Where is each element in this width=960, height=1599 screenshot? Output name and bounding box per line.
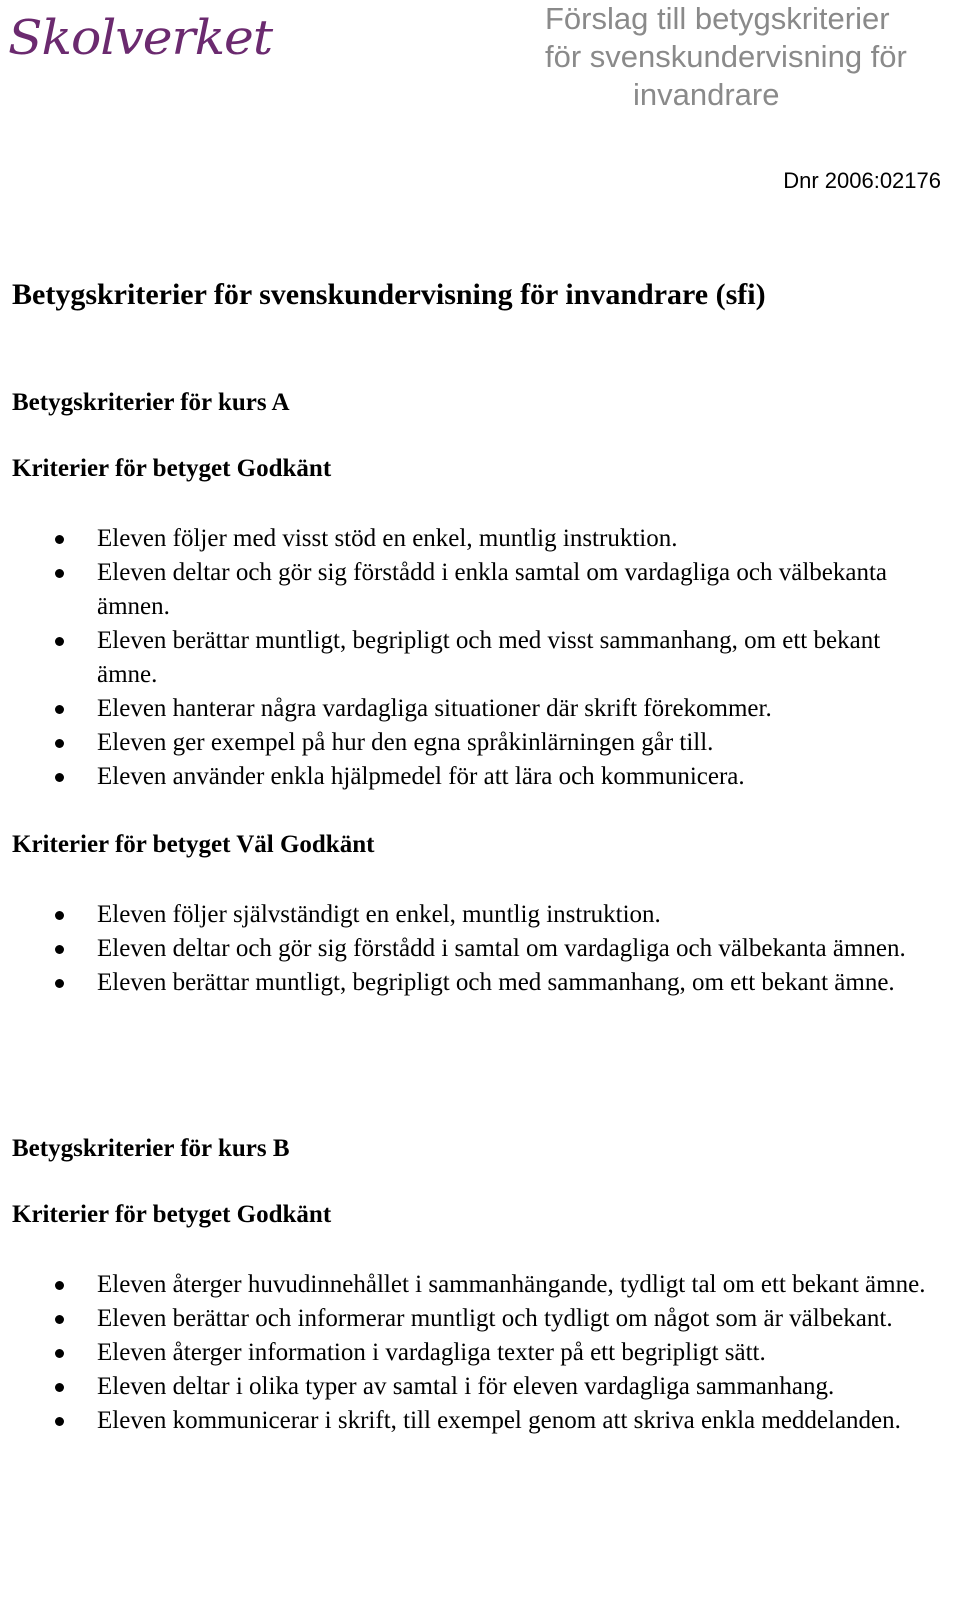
list-item: Eleven följer med visst stöd en enkel, muntlig instruktion. <box>0 522 945 556</box>
list-item: Eleven hanterar några vardagliga situationer där skrift förekommer. <box>0 692 945 726</box>
list-item: Eleven berättar muntligt, begripligt och med visst sammanhang, om ett bekant ämne. <box>0 624 945 692</box>
list-item: Eleven ger exempel på hur den egna språkinlärningen går till. <box>0 726 945 760</box>
main-heading: Betygskriterier för svenskundervisning för invandrare (sfi) <box>12 278 766 311</box>
course-a-heading: Betygskriterier för kurs A <box>12 389 290 416</box>
list-item: Eleven följer självständigt en enkel, muntlig instruktion. <box>0 898 945 932</box>
list-item: Eleven berättar muntligt, begripligt och med sammanhang, om ett bekant ämne. <box>0 966 945 1000</box>
skolverket-logo: Skolverket <box>8 10 273 66</box>
list-item: Eleven deltar och gör sig förstådd i samtal om vardagliga och välbekanta ämnen. <box>0 932 945 966</box>
list-item: Eleven återger huvudinnehållet i sammanhängande, tydligt tal om ett bekant ämne. <box>0 1268 945 1302</box>
document-title <box>545 0 950 114</box>
list-item: Eleven deltar i olika typer av samtal i för eleven vardagliga sammanhang. <box>0 1370 945 1404</box>
course-a-godkant-list <box>0 522 945 794</box>
course-b-godkant-list <box>0 1268 945 1438</box>
course-a-godkant-heading: Kriterier för betyget Godkänt <box>12 455 332 482</box>
list-item: Eleven kommunicerar i skrift, till exempel genom att skriva enkla meddelanden. <box>0 1404 945 1438</box>
course-b-heading: Betygskriterier för kurs B <box>12 1135 290 1162</box>
document-title-line1: Förslag till betygskriterier <box>545 1 890 36</box>
course-a-val-godkant-heading: Kriterier för betyget Väl Godkänt <box>12 831 375 858</box>
list-item: Eleven använder enkla hjälpmedel för att lära och kommunicera. <box>0 760 945 794</box>
document-title-line3: invandrare <box>633 77 780 112</box>
list-item: Eleven återger information i vardagliga texter på ett begripligt sätt. <box>0 1336 945 1370</box>
course-a-val-godkant-list <box>0 898 945 1000</box>
course-b-godkant-heading: Kriterier för betyget Godkänt <box>12 1201 332 1228</box>
list-item: Eleven berättar och informerar muntligt och tydligt om något som är välbekant. <box>0 1302 945 1336</box>
list-item: Eleven deltar och gör sig förstådd i enkla samtal om vardagliga och välbekanta ämnen. <box>0 556 945 624</box>
document-title-line2: för svenskundervisning för <box>545 39 907 74</box>
registration-number: Dnr 2006:02176 <box>783 168 941 193</box>
